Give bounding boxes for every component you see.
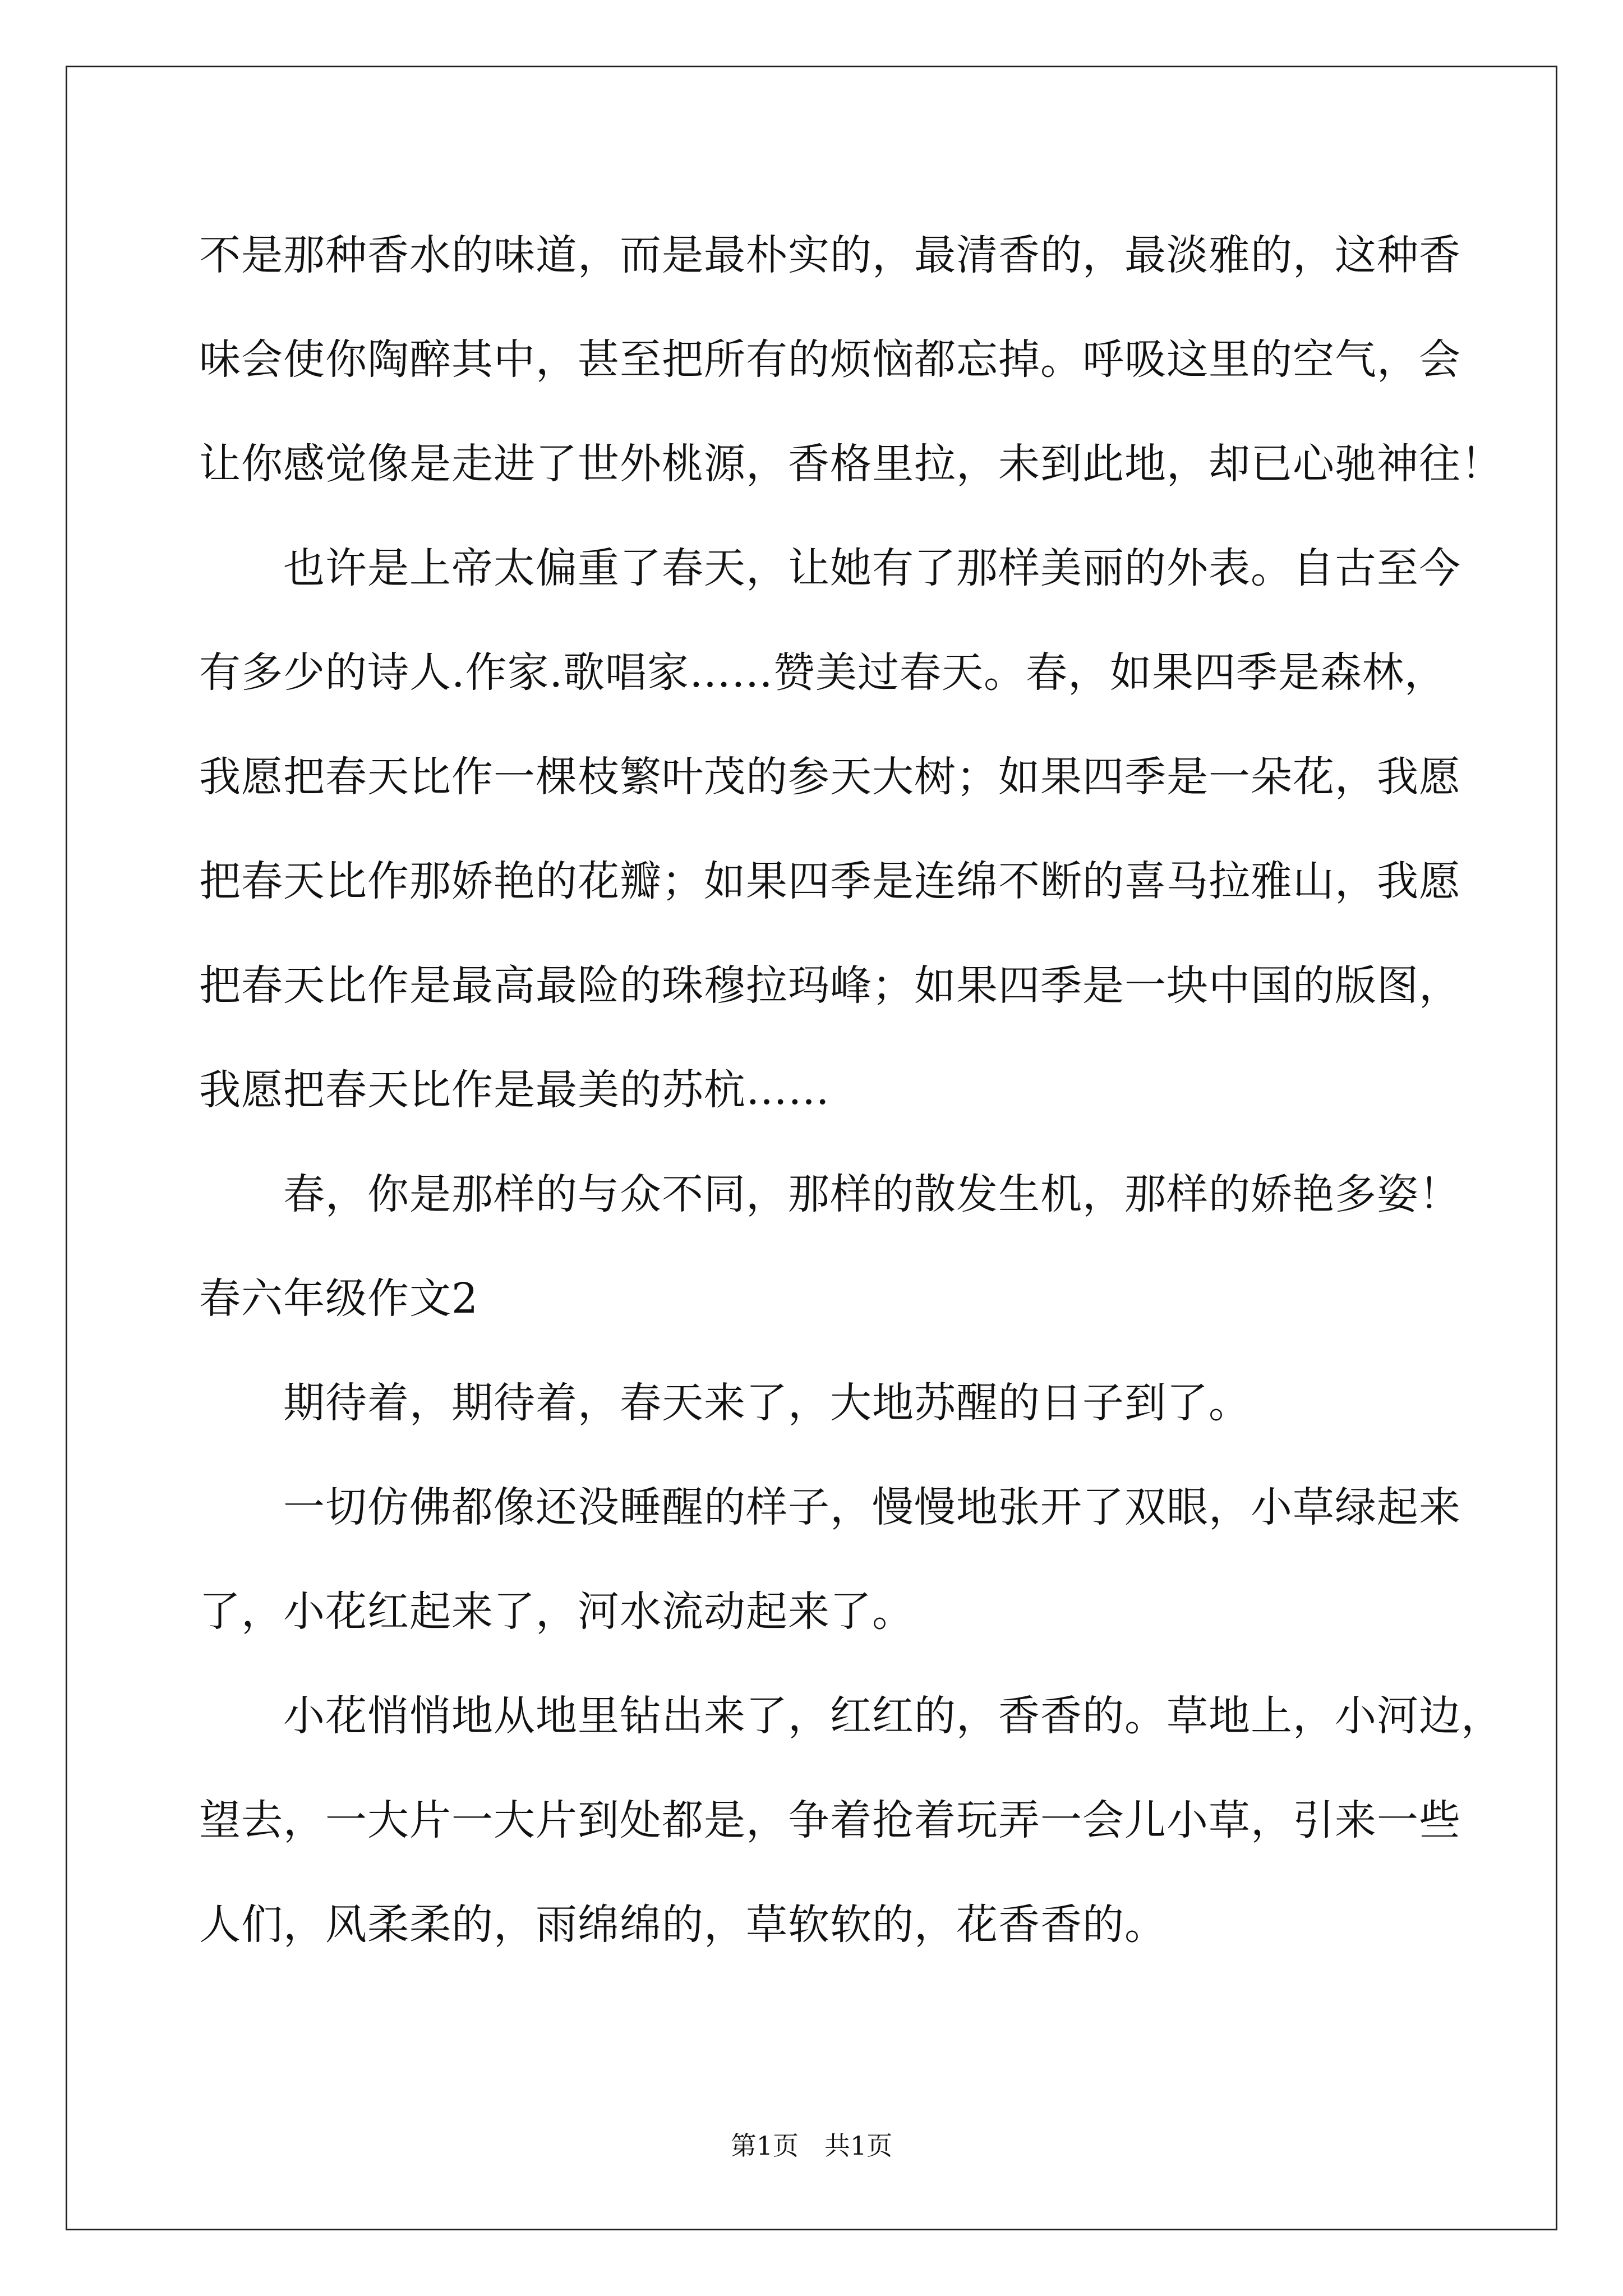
text-line: 把春天比作是最高最险的珠穆拉玛峰；如果四季是一块中国的版图，: [199, 961, 1461, 1010]
text-line: 我愿把春天比作是最美的苏杭……: [199, 1066, 830, 1114]
text-line: 有多少的诗人.作家.歌唱家……赞美过春天。春，如果四季是森林，: [199, 648, 1447, 697]
text-line: 春，你是那样的与众不同，那样的散发生机，那样的娇艳多姿！: [199, 1170, 1461, 1218]
text-line: 不是那种香水的味道，而是最朴实的，最清香的，最淡雅的，这种香: [199, 231, 1461, 279]
text-line: 让你感觉像是走进了世外桃源，香格里拉，未到此地，却已心驰神往！: [199, 440, 1503, 488]
page-footer: 第1页 共1页: [730, 2131, 893, 2161]
text-line: 味会使你陶醉其中，甚至把所有的烦恼都忘掉。呼吸这里的空气，会: [199, 335, 1461, 384]
text-line: 一切仿佛都像还没睡醒的样子，慢慢地张开了双眼，小草绿起来: [199, 1483, 1461, 1531]
text-line: 也许是上帝太偏重了春天，让她有了那样美丽的外表。自古至今: [199, 544, 1461, 592]
text-line: 了，小花红起来了，河水流动起来了。: [199, 1588, 914, 1636]
text-line: 我愿把春天比作一棵枝繁叶茂的参天大树；如果四季是一朵花，我愿: [199, 753, 1461, 801]
section-heading: 春六年级作文2: [199, 1274, 479, 1323]
text-line: 小花悄悄地从地里钻出来了，红红的，香香的。草地上，小河边，: [199, 1692, 1503, 1740]
text-line: 期待着，期待着，春天来了，大地苏醒的日子到了。: [199, 1379, 1251, 1427]
text-line: 望去，一大片一大片到处都是，争着抢着玩弄一会儿小草，引来一些: [199, 1796, 1461, 1844]
text-line: 把春天比作那娇艳的花瓣；如果四季是连绵不断的喜马拉雅山，我愿: [199, 857, 1461, 905]
text-line: 人们，风柔柔的，雨绵绵的，草软软的，花香香的。: [199, 1901, 1166, 1949]
